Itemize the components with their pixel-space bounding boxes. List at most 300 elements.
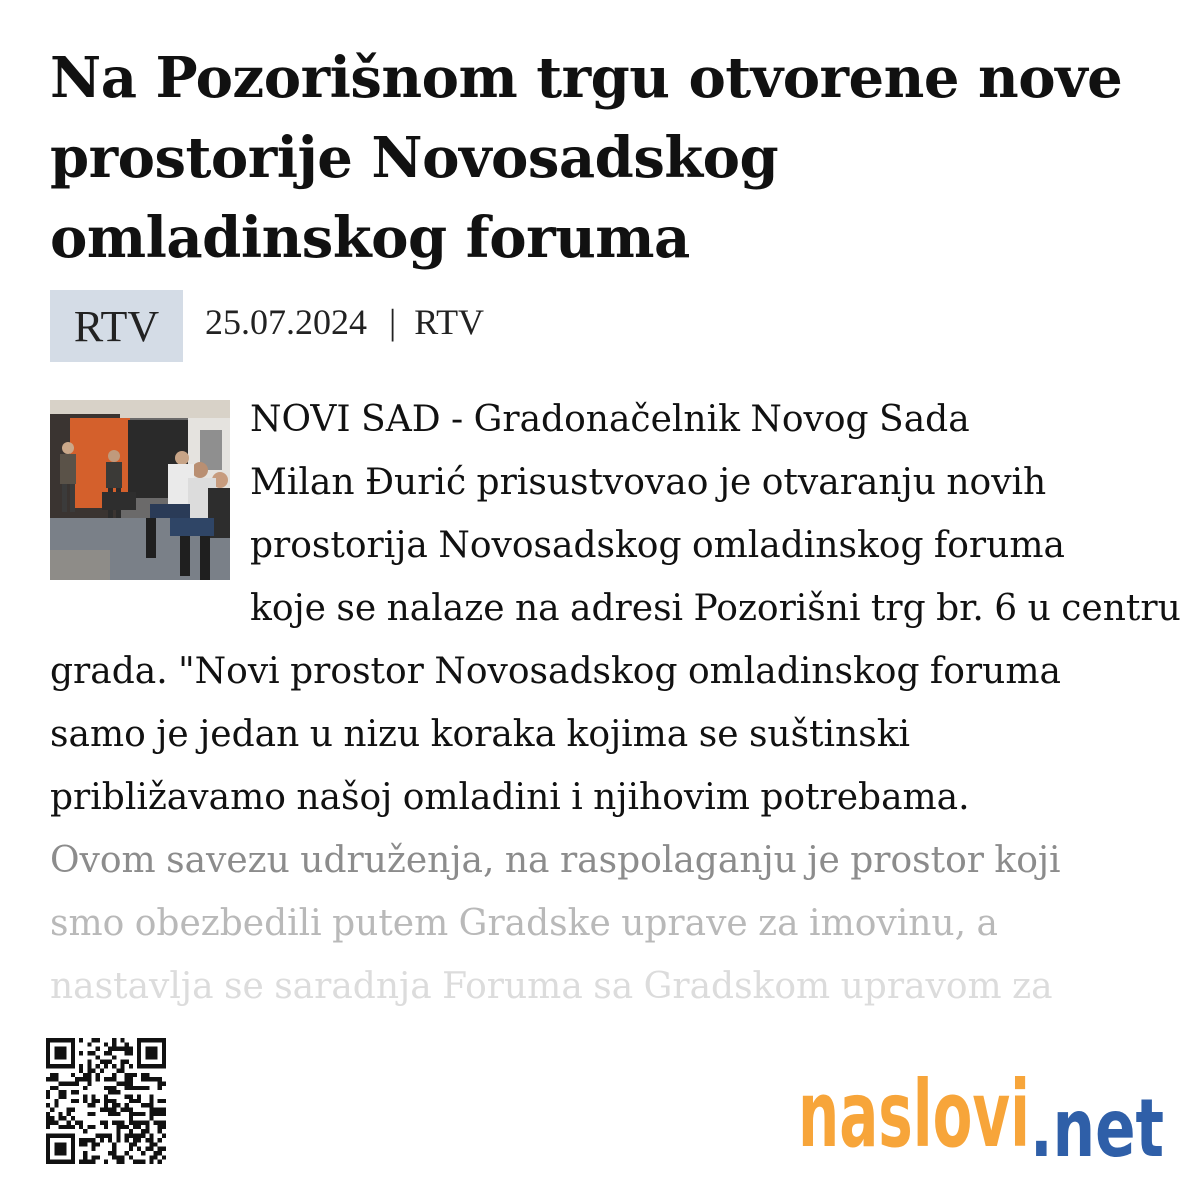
qr-module (112, 1155, 116, 1159)
qr-module (112, 1112, 116, 1116)
qr-module (92, 1068, 96, 1072)
qr-module (158, 1151, 162, 1155)
qr-module (137, 1064, 141, 1068)
qr-module (87, 1051, 91, 1055)
qr-module (145, 1073, 149, 1077)
qr-module (145, 1147, 149, 1151)
article-body (50, 388, 1181, 1018)
qr-module (137, 1099, 141, 1103)
qr-module (50, 1108, 54, 1112)
qr-module (116, 1090, 120, 1094)
qr-module (133, 1160, 137, 1164)
qr-module (50, 1086, 54, 1090)
qr-module (79, 1068, 83, 1072)
qr-module (58, 1051, 62, 1055)
qr-module (71, 1073, 75, 1077)
qr-module (46, 1112, 50, 1116)
qr-module (92, 1112, 96, 1116)
qr-module (154, 1108, 158, 1112)
qr-module (125, 1051, 129, 1055)
qr-module (116, 1160, 120, 1164)
qr-module (154, 1077, 158, 1081)
qr-module (108, 1112, 112, 1116)
qr-module (87, 1068, 91, 1072)
qr-module (104, 1134, 108, 1138)
qr-module (129, 1147, 133, 1151)
qr-module (149, 1094, 153, 1098)
qr-module (141, 1064, 145, 1068)
qr-module (71, 1060, 75, 1064)
qr-module (108, 1134, 112, 1138)
qr-module (154, 1142, 158, 1146)
qr-module (96, 1155, 100, 1159)
qr-module (79, 1160, 83, 1164)
qr-module (129, 1134, 133, 1138)
qr-module (46, 1116, 50, 1120)
qr-module (116, 1155, 120, 1159)
qr-module (129, 1064, 133, 1068)
body-line: približavamo našoj omladini i njihovim potrebama. (50, 777, 970, 818)
logo-text-tld: .net (1030, 1082, 1164, 1172)
qr-module (67, 1081, 71, 1085)
qr-module (154, 1121, 158, 1125)
qr-module (141, 1151, 145, 1155)
qr-module (129, 1129, 133, 1133)
qr-module (112, 1042, 116, 1046)
qr-module (137, 1094, 141, 1098)
qr-module (58, 1147, 62, 1151)
qr-module (100, 1138, 104, 1142)
qr-module (112, 1099, 116, 1103)
qr-module (46, 1147, 50, 1151)
qr-module (58, 1142, 62, 1146)
qr-module (83, 1129, 87, 1133)
qr-module (46, 1121, 50, 1125)
qr-module (54, 1134, 58, 1138)
qr-module (129, 1073, 133, 1077)
qr-module (129, 1051, 133, 1055)
qr-module (112, 1121, 116, 1125)
qr-module (63, 1116, 67, 1120)
qr-module (154, 1055, 158, 1059)
qr-module (137, 1060, 141, 1064)
qr-module (158, 1108, 162, 1112)
qr-module (63, 1142, 67, 1146)
qr-module (87, 1138, 91, 1142)
qr-module (92, 1103, 96, 1107)
qr-module (67, 1038, 71, 1042)
qr-module (108, 1051, 112, 1055)
qr-module (149, 1064, 153, 1068)
qr-module (162, 1042, 166, 1046)
qr-module (129, 1081, 133, 1085)
qr-module (63, 1094, 67, 1098)
qr-module (129, 1142, 133, 1146)
qr-module (112, 1108, 116, 1112)
qr-module (87, 1064, 91, 1068)
qr-module (54, 1099, 58, 1103)
qr-module (79, 1064, 83, 1068)
qr-module (92, 1160, 96, 1164)
qr-module (145, 1129, 149, 1133)
qr-module (71, 1099, 75, 1103)
qr-module (158, 1038, 162, 1042)
qr-module (63, 1081, 67, 1085)
qr-module (54, 1103, 58, 1107)
qr-module (63, 1064, 67, 1068)
qr-module (79, 1125, 83, 1129)
qr-module (116, 1129, 120, 1133)
qr-module (92, 1155, 96, 1159)
qr-module (158, 1077, 162, 1081)
qr-module (46, 1055, 50, 1059)
qr-module (71, 1055, 75, 1059)
body-line: NOVI SAD - Gradonačelnik Novog Sada (250, 399, 970, 440)
qr-module (158, 1138, 162, 1142)
qr-module (104, 1060, 108, 1064)
qr-module (125, 1138, 129, 1142)
qr-module (104, 1042, 108, 1046)
qr-module (129, 1047, 133, 1051)
qr-module (162, 1099, 166, 1103)
qr-module (71, 1051, 75, 1055)
qr-module (67, 1160, 71, 1164)
qr-module (137, 1134, 141, 1138)
qr-module (54, 1073, 58, 1077)
qr-module (125, 1151, 129, 1155)
qr-module (92, 1094, 96, 1098)
qr-module (141, 1077, 145, 1081)
qr-module (129, 1077, 133, 1081)
qr-module (46, 1134, 50, 1138)
qr-module (71, 1064, 75, 1068)
qr-module (145, 1138, 149, 1142)
qr-module (108, 1077, 112, 1081)
qr-module (54, 1038, 58, 1042)
qr-module (120, 1064, 124, 1068)
qr-module (54, 1055, 58, 1059)
qr-module (83, 1155, 87, 1159)
qr-module (125, 1134, 129, 1138)
qr-module (145, 1103, 149, 1107)
qr-module (133, 1073, 137, 1077)
qr-module (104, 1094, 108, 1098)
qr-module (92, 1138, 96, 1142)
qr-module (104, 1077, 108, 1081)
qr-module (63, 1047, 67, 1051)
qr-module (79, 1077, 83, 1081)
qr-module (46, 1142, 50, 1146)
qr-module (149, 1099, 153, 1103)
qr-module (83, 1160, 87, 1164)
qr-module (154, 1151, 158, 1155)
qr-module (133, 1138, 137, 1142)
qr-code[interactable] (46, 1038, 166, 1164)
qr-module (137, 1160, 141, 1164)
qr-module (133, 1121, 137, 1125)
qr-module (63, 1055, 67, 1059)
body-line: prostorija Novosadskog omladinskog foruma (250, 525, 1065, 566)
qr-module (54, 1047, 58, 1051)
qr-module (75, 1081, 79, 1085)
qr-module (141, 1160, 145, 1164)
qr-module (120, 1125, 124, 1129)
qr-module (83, 1086, 87, 1090)
qr-module (104, 1121, 108, 1125)
qr-module (96, 1038, 100, 1042)
qr-module (71, 1134, 75, 1138)
qr-module (75, 1090, 79, 1094)
qr-module (54, 1160, 58, 1164)
qr-module (54, 1051, 58, 1055)
qr-module (154, 1047, 158, 1051)
qr-module (149, 1116, 153, 1120)
qr-module (120, 1047, 124, 1051)
qr-module (125, 1103, 129, 1107)
qr-module (104, 1125, 108, 1129)
qr-module (54, 1077, 58, 1081)
qr-module (71, 1155, 75, 1159)
qr-module (116, 1134, 120, 1138)
naslovi-logo[interactable] (798, 1052, 1168, 1172)
qr-module (125, 1073, 129, 1077)
qr-module (120, 1081, 124, 1085)
qr-module (46, 1051, 50, 1055)
qr-module (154, 1112, 158, 1116)
qr-module (125, 1094, 129, 1098)
qr-module (58, 1055, 62, 1059)
qr-module (63, 1090, 67, 1094)
qr-module (87, 1125, 91, 1129)
qr-module (71, 1090, 75, 1094)
qr-module (154, 1038, 158, 1042)
qr-module (154, 1064, 158, 1068)
qr-module (112, 1047, 116, 1051)
qr-module (162, 1051, 166, 1055)
qr-module (83, 1073, 87, 1077)
qr-module (67, 1121, 71, 1125)
qr-module (112, 1086, 116, 1090)
qr-module (133, 1112, 137, 1116)
qr-module (116, 1081, 120, 1085)
qr-module (162, 1147, 166, 1151)
qr-module (96, 1047, 100, 1051)
qr-module (104, 1051, 108, 1055)
qr-module (67, 1108, 71, 1112)
qr-module (87, 1042, 91, 1046)
qr-module (87, 1103, 91, 1107)
qr-module (58, 1090, 62, 1094)
qr-module (141, 1121, 145, 1125)
qr-module (137, 1086, 141, 1090)
qr-module (58, 1038, 62, 1042)
qr-module (71, 1081, 75, 1085)
qr-module (116, 1138, 120, 1142)
qr-module (137, 1047, 141, 1051)
qr-module (67, 1064, 71, 1068)
qr-module (129, 1155, 133, 1159)
qr-module (100, 1121, 104, 1125)
qr-module (50, 1134, 54, 1138)
qr-module (120, 1068, 124, 1072)
qr-module (63, 1038, 67, 1042)
qr-module (75, 1099, 79, 1103)
qr-module (162, 1121, 166, 1125)
qr-module (158, 1147, 162, 1151)
qr-module (71, 1160, 75, 1164)
qr-module (137, 1051, 141, 1055)
qr-module (96, 1064, 100, 1068)
qr-module (83, 1138, 87, 1142)
qr-module (162, 1064, 166, 1068)
qr-module (46, 1038, 50, 1042)
qr-module (92, 1099, 96, 1103)
qr-module (63, 1160, 67, 1164)
body-line-faded: smo obezbedili putem Gradske uprave za imovinu, a (50, 903, 998, 944)
qr-module (112, 1077, 116, 1081)
qr-module (120, 1108, 124, 1112)
source-name: RTV (414, 302, 485, 342)
qr-module (108, 1108, 112, 1112)
qr-module (104, 1064, 108, 1068)
article-thumbnail[interactable] (50, 400, 230, 580)
qr-module (125, 1081, 129, 1085)
qr-module (120, 1121, 124, 1125)
qr-module (141, 1112, 145, 1116)
qr-module (108, 1099, 112, 1103)
qr-module (63, 1125, 67, 1129)
qr-module (112, 1055, 116, 1059)
qr-module (158, 1112, 162, 1116)
qr-module (67, 1112, 71, 1116)
qr-module (96, 1142, 100, 1146)
qr-module (87, 1073, 91, 1077)
qr-module (58, 1151, 62, 1155)
qr-module (87, 1112, 91, 1116)
qr-module (112, 1064, 116, 1068)
qr-module (112, 1090, 116, 1094)
body-line-faded: Ovom savezu udruženja, na raspolaganju je prostor koji (50, 840, 1061, 881)
qr-module (79, 1138, 83, 1142)
qr-module (71, 1142, 75, 1146)
qr-module (96, 1099, 100, 1103)
qr-module (79, 1038, 83, 1042)
qr-module (125, 1077, 129, 1081)
qr-module (149, 1112, 153, 1116)
qr-module (54, 1147, 58, 1151)
qr-module (108, 1060, 112, 1064)
qr-module (158, 1160, 162, 1164)
qr-module (133, 1086, 137, 1090)
qr-module (116, 1047, 120, 1051)
qr-module (67, 1134, 71, 1138)
qr-module (75, 1077, 79, 1081)
qr-module (108, 1138, 112, 1142)
qr-module (149, 1055, 153, 1059)
qr-module (46, 1125, 50, 1129)
qr-module (133, 1125, 137, 1129)
qr-module (112, 1142, 116, 1146)
qr-module (83, 1099, 87, 1103)
qr-module (149, 1108, 153, 1112)
body-line: koje se nalaze na adresi Pozorišni trg br. 6 u centru (250, 588, 1181, 629)
qr-module (46, 1060, 50, 1064)
qr-module (162, 1125, 166, 1129)
qr-module (63, 1051, 67, 1055)
qr-module (58, 1125, 62, 1129)
qr-module (162, 1134, 166, 1138)
qr-module (104, 1108, 108, 1112)
qr-module (96, 1055, 100, 1059)
qr-module (137, 1138, 141, 1142)
qr-module (104, 1086, 108, 1090)
qr-module (58, 1094, 62, 1098)
qr-module (116, 1068, 120, 1072)
qr-module (162, 1155, 166, 1159)
qr-module (108, 1047, 112, 1051)
qr-module (116, 1103, 120, 1107)
qr-module (54, 1142, 58, 1146)
qr-module (145, 1064, 149, 1068)
qr-module (104, 1160, 108, 1164)
qr-module (149, 1038, 153, 1042)
qr-module (137, 1038, 141, 1042)
qr-module (50, 1064, 54, 1068)
qr-module (96, 1134, 100, 1138)
body-line: samo je jedan u nizu koraka kojima se suštinski (50, 714, 911, 755)
qr-module (46, 1155, 50, 1159)
qr-module (158, 1086, 162, 1090)
qr-module (54, 1121, 58, 1125)
qr-module (83, 1151, 87, 1155)
qr-module (145, 1121, 149, 1125)
qr-module (149, 1160, 153, 1164)
qr-module (71, 1116, 75, 1120)
qr-module (63, 1147, 67, 1151)
qr-module (149, 1047, 153, 1051)
qr-module (116, 1112, 120, 1116)
qr-module (87, 1081, 91, 1085)
qr-module (129, 1121, 133, 1125)
qr-module (100, 1060, 104, 1064)
qr-module (79, 1142, 83, 1146)
qr-module (92, 1142, 96, 1146)
article-meta (50, 290, 484, 362)
qr-module (158, 1099, 162, 1103)
qr-module (158, 1121, 162, 1125)
qr-module (87, 1077, 91, 1081)
article-title[interactable]: Na Pozorišnom trgu otvorene nove prostorije Novosadskog omladinskog foruma (50, 45, 1123, 271)
qr-module (108, 1086, 112, 1090)
qr-module (63, 1151, 67, 1155)
qr-module (149, 1051, 153, 1055)
qr-module (162, 1055, 166, 1059)
qr-module (50, 1038, 54, 1042)
qr-module (129, 1112, 133, 1116)
qr-module (129, 1086, 133, 1090)
qr-module (162, 1081, 166, 1085)
qr-module (137, 1112, 141, 1116)
qr-module (158, 1129, 162, 1133)
qr-module (141, 1129, 145, 1133)
qr-module (112, 1151, 116, 1155)
qr-module (129, 1108, 133, 1112)
qr-module (46, 1047, 50, 1051)
qr-module (63, 1134, 67, 1138)
qr-module (75, 1121, 79, 1125)
qr-module (46, 1138, 50, 1142)
qr-module (112, 1038, 116, 1042)
